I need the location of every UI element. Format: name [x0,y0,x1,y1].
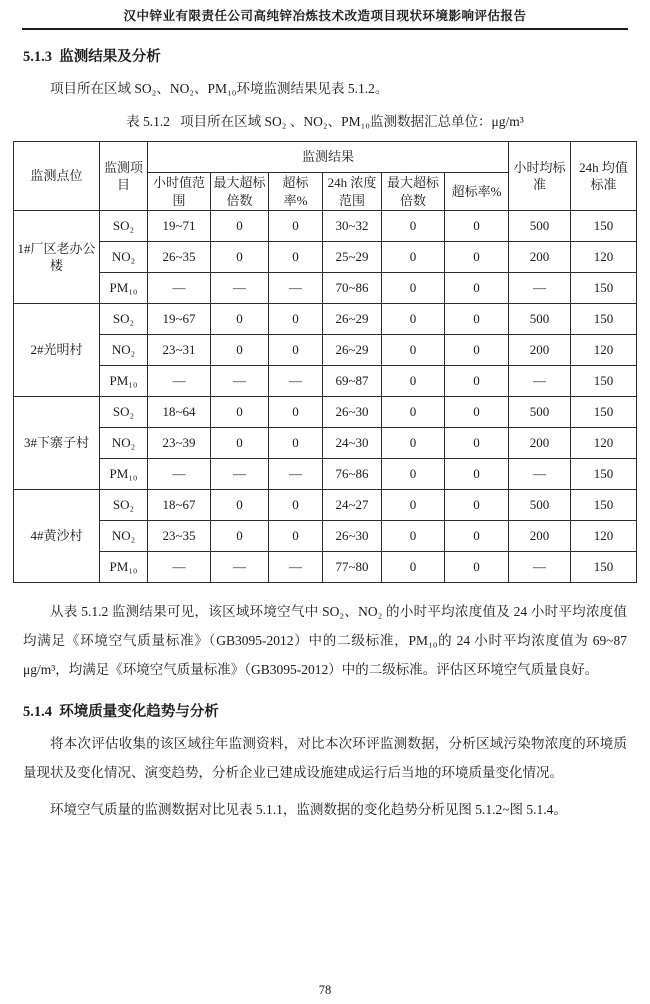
table-row [13,211,636,242]
table-cell: 0 [444,242,508,273]
table-row [13,335,636,366]
trend-paragraph-1: 将本次评估收集的该区域往年监测资料，对比本次环评监测数据，分析区域污染物浓度的环境质量现状及变化情况、演变趋势，分析企业已建成设施建成运行后当地的环境质量变化情况。 [23,736,627,781]
pollutant-cell: SO₂ [99,211,147,242]
table-row [13,459,636,490]
pollutant-cell: NO₂ [99,521,147,552]
pollutant-cell: NO₂ [99,428,147,459]
table-cell: 0 [268,304,322,335]
pollutant-cell: PM₁₀ [99,273,147,304]
pollutant-cell: SO₂ [99,490,147,521]
table-cell: — [147,273,210,304]
pollutant-cell: PM₁₀ [99,459,147,490]
table-cell: 120 [571,335,637,366]
table-cell: 77~80 [322,552,381,583]
table-row [13,304,636,335]
table-cell: 69~87 [322,366,381,397]
col-subheader-exceed-rate: 超标率% [268,173,322,211]
table-cell: — [509,459,571,490]
table-row [13,397,636,428]
table-cell: 500 [509,397,571,428]
table-cell: 0 [381,428,444,459]
monitoring-point-cell: 4#黄沙村 [13,490,99,583]
table-cell: 0 [444,304,508,335]
table-cell: 0 [268,490,322,521]
table-caption: 表 5.1.2 项目所在区域 SO₂ 、NO₂、PM₁₀监测数据汇总单位：μg/m³ [126,114,524,129]
table-cell: 26~29 [322,335,381,366]
table-row [13,552,636,583]
table-cell: 30~32 [322,211,381,242]
monitoring-point-cell: 1#厂区老办公楼 [13,211,99,304]
table-cell: — [210,273,268,304]
table-cell: 0 [381,242,444,273]
trend-paragraph-2: 环境空气质量的监测数据对比见表 5.1.1，监测数据的变化趋势分析见图 5.1.2~图 5.1.4。 [50,802,567,818]
table-row [13,366,636,397]
section-heading-5-1-4: 5.1.4 环境质量变化趋势与分析 [23,704,219,721]
table-cell: 0 [268,428,322,459]
table-cell: 200 [509,521,571,552]
table-cell: 0 [381,459,444,490]
table-cell: 0 [381,552,444,583]
table-cell: 200 [509,428,571,459]
table-cell: 0 [210,242,268,273]
table-cell: 26~35 [147,242,210,273]
pollutant-cell: PM₁₀ [99,552,147,583]
table-cell: 18~67 [147,490,210,521]
table-cell: 0 [444,366,508,397]
table-cell: 150 [571,304,637,335]
header-divider [22,28,628,30]
table-cell: 0 [444,397,508,428]
table-cell: 0 [210,490,268,521]
table-cell: 0 [444,521,508,552]
table-cell: 0 [210,428,268,459]
table-cell: 150 [571,490,637,521]
table-cell: 0 [444,335,508,366]
table-row [13,273,636,304]
table-row [13,521,636,552]
table-cell: 500 [509,211,571,242]
table-header-row-1 [13,142,636,173]
table-cell: 120 [571,242,637,273]
pollutant-cell: NO₂ [99,242,147,273]
table-cell: — [268,366,322,397]
col-header-hourly-standard: 小时均标准 [509,142,571,211]
table-cell: 0 [210,211,268,242]
table-cell: 26~30 [322,397,381,428]
table-cell: 0 [268,397,322,428]
col-subheader-exceed-rate-24h: 超标率% [444,173,508,211]
table-cell: 0 [444,273,508,304]
table-cell: 0 [444,211,508,242]
table-cell: 0 [268,242,322,273]
table-cell: 76~86 [322,459,381,490]
table-cell: 150 [571,459,637,490]
pollutant-cell: SO₂ [99,397,147,428]
table-cell: 23~31 [147,335,210,366]
table-cell: 19~67 [147,304,210,335]
col-subheader-hour-range: 小时值范围 [147,173,210,211]
monitoring-point-cell: 3#下寨子村 [13,397,99,490]
table-cell: 0 [381,366,444,397]
monitoring-results-table [13,141,637,583]
running-header-title: 汉中锌业有限责任公司高纯锌冶炼技术改造项目现状环境影响评估报告 [123,9,527,23]
table-cell: 23~35 [147,521,210,552]
table-cell: 0 [268,211,322,242]
table-cell: 0 [381,521,444,552]
table-cell: 120 [571,428,637,459]
table-cell: 0 [210,397,268,428]
table-cell: 0 [381,335,444,366]
table-cell: 0 [268,335,322,366]
col-header-monitoring-point: 监测点位 [13,142,99,211]
table-cell: 200 [509,335,571,366]
table-cell: 120 [571,521,637,552]
table-cell: — [509,552,571,583]
table-row [13,242,636,273]
table-row [13,490,636,521]
table-cell: 19~71 [147,211,210,242]
table-cell: — [210,366,268,397]
col-header-24h-standard: 24h 均值标准 [571,142,637,211]
pollutant-cell: SO₂ [99,304,147,335]
monitoring-point-cell: 2#光明村 [13,304,99,397]
table-cell: 24~30 [322,428,381,459]
analysis-paragraph: 从表 5.1.2 监测结果可见，该区域环境空气中 SO₂、NO₂ 的小时平均浓度值及 24 小时平均浓度值均满足《环境空气质量标准》（GB3095-2012）中的二级标准，PM₁₀的 24 小时平均浓度值为 69~87 μg/m³，均满足《环境空气质量标准》（GB3095-2012）中的二级标准。评估区环境空气质量良好。 [23,604,627,678]
table-cell: 0 [381,397,444,428]
table-cell: 0 [381,211,444,242]
table-cell: 150 [571,273,637,304]
table-cell: — [210,459,268,490]
table-cell: — [268,273,322,304]
table-cell: — [509,273,571,304]
col-header-monitoring-results: 监测结果 [147,142,508,173]
table-cell: 18~64 [147,397,210,428]
table-cell: 200 [509,242,571,273]
pollutant-cell: PM₁₀ [99,366,147,397]
table-cell: 24~27 [322,490,381,521]
table-cell: 0 [210,335,268,366]
section-heading-5-1-3: 5.1.3 监测结果及分析 [23,49,161,65]
col-header-monitoring-item: 监测项目 [99,142,147,211]
table-cell: 0 [444,490,508,521]
table-cell: 70~86 [322,273,381,304]
col-subheader-max-exceed-24h: 最大超标倍数 [381,173,444,211]
table-cell: — [147,459,210,490]
table-cell: — [509,366,571,397]
table-cell: 0 [210,304,268,335]
table-cell: — [147,552,210,583]
table-cell: 0 [210,521,268,552]
pollutant-cell: NO₂ [99,335,147,366]
table-cell: 150 [571,397,637,428]
table-cell: 0 [381,490,444,521]
col-subheader-max-exceed: 最大超标倍数 [210,173,268,211]
table-cell: 23~39 [147,428,210,459]
table-cell: — [210,552,268,583]
table-cell: 25~29 [322,242,381,273]
table-cell: 26~29 [322,304,381,335]
table-cell: 150 [571,366,637,397]
table-cell: 0 [444,459,508,490]
table-cell: 0 [444,428,508,459]
table-cell: — [147,366,210,397]
table-cell: 0 [268,521,322,552]
page-number: 78 [318,983,332,997]
table-cell: 0 [381,273,444,304]
table-cell: — [268,459,322,490]
table-cell: 500 [509,304,571,335]
table-row [13,428,636,459]
intro-paragraph: 项目所在区域 SO₂、NO₂、PM₁₀环境监测结果见表 5.1.2。 [50,81,389,96]
table-cell: 0 [381,304,444,335]
col-subheader-24h-range: 24h 浓度范围 [322,173,381,211]
table-cell: 500 [509,490,571,521]
table-cell: 150 [571,211,637,242]
table-cell: — [268,552,322,583]
table-cell: 26~30 [322,521,381,552]
table-cell: 150 [571,552,637,583]
table-cell: 0 [444,552,508,583]
